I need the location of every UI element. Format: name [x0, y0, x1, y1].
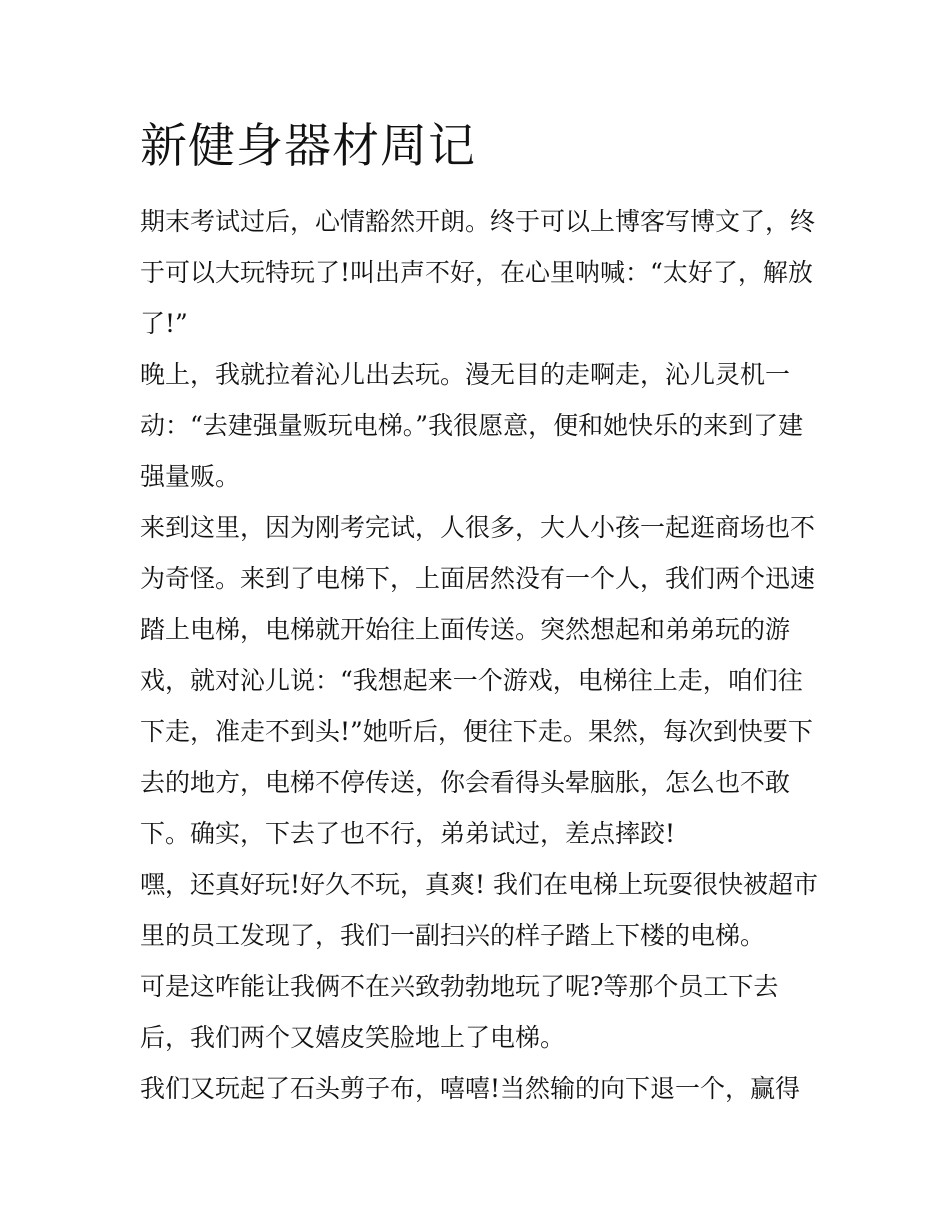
text-line: 下。确实，下去了也不行，弟弟试过，差点摔跤!	[140, 819, 676, 848]
text-line: 强量贩。	[140, 462, 241, 491]
text-line: 戏，就对沁儿说：“我想起来一个游戏，电梯往上走，咱们往	[140, 666, 803, 695]
text-line: 后，我们两个又嬉皮笑脸地上了电梯。	[140, 1023, 566, 1052]
text-line: 嘿，还真好玩!好久不玩，真爽! 我们在电梯上玩耍很快被超市	[140, 870, 819, 899]
text-line: 于可以大玩特玩了!叫出声不好，在心里呐喊：“太好了，解放	[140, 258, 813, 287]
text-line: 去的地方，电梯不停传送，你会看得头晕脑胀，怎么也不敢	[140, 768, 791, 797]
text-line: 我们又玩起了石头剪子布，嘻嘻!当然输的向下退一个，赢得	[140, 1074, 801, 1103]
text-line: 来到这里，因为刚考完试，人很多，大人小孩一起逛商场也不	[140, 513, 816, 542]
text-line: 下走，准走不到头!”她听后，便往下走。果然，每次到快要下	[140, 717, 813, 746]
text-line: 里的员工发现了，我们一副扫兴的样子踏上下楼的电梯。	[140, 921, 766, 950]
document-body	[140, 196, 820, 1114]
text-line: 晚上，我就拉着沁儿出去玩。漫无目的走啊走，沁儿灵机一	[140, 360, 791, 389]
text-line: 可是这咋能让我俩不在兴致勃勃地玩了呢?等那个员工下去	[140, 972, 779, 1001]
text-line: 为奇怪。来到了电梯下，上面居然没有一个人，我们两个迅速	[140, 564, 816, 593]
text-line: 了!”	[140, 309, 188, 338]
text-line: 踏上电梯，电梯就开始往上面传送。突然想起和弟弟玩的游	[140, 615, 791, 644]
text-line: 动：“去建强量贩玩电梯。”我很愿意，便和她快乐的来到了建	[140, 411, 804, 440]
document-title: 新健身器材周记	[140, 119, 476, 174]
text-line: 期末考试过后，心情豁然开朗。终于可以上博客写博文了，终	[140, 207, 816, 236]
